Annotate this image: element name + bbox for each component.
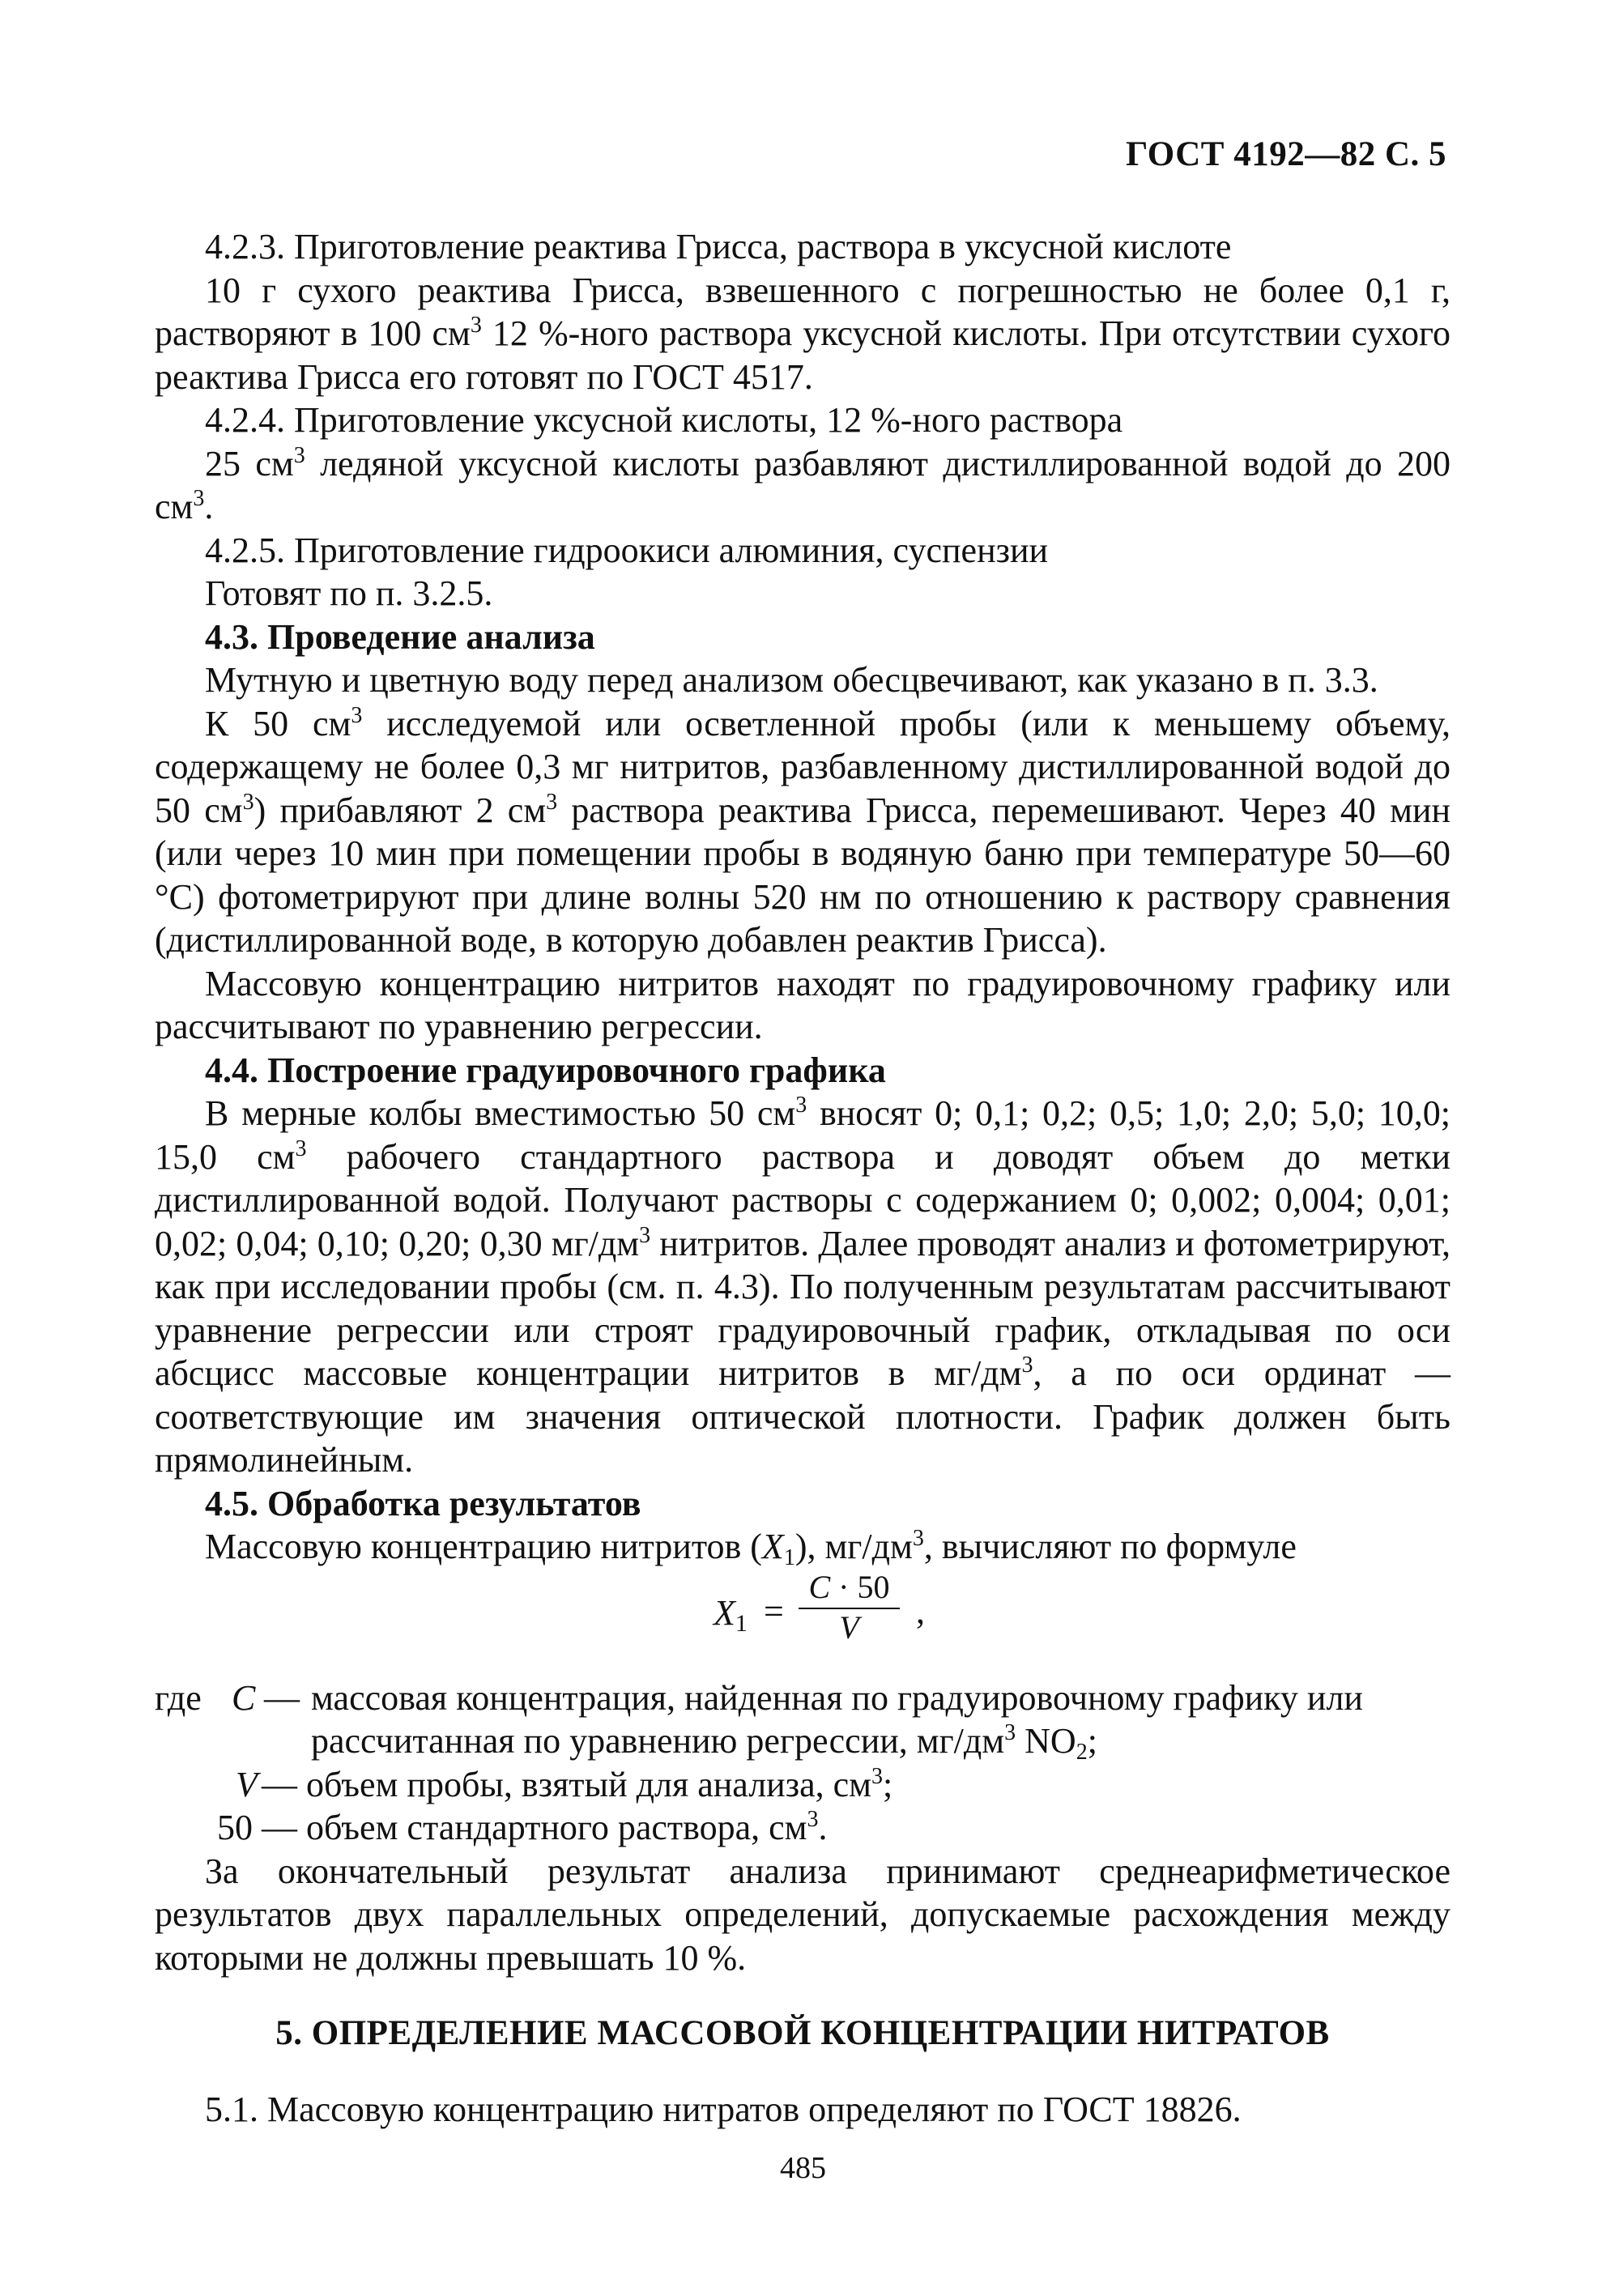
page-number: 485	[780, 2151, 826, 2185]
paragraph-4-3-2	[155, 702, 1451, 962]
formula-denominator	[799, 1609, 900, 1646]
superscript: 3	[639, 1222, 651, 1248]
formula-equals: =	[764, 1591, 784, 1631]
text-run: рабочего стандартного раствора и доводят объем до метки дистиллированной водой. Получают растворы с содержанием 0; 0,002; 0,004; 0,01; 0,02; 0,04; 0,10; 0,20; 0,30 мг/дм	[155, 1136, 1451, 1263]
text-run: 25 см	[205, 443, 294, 483]
text-run: NO	[1016, 1721, 1076, 1761]
definition-50-text	[262, 1806, 1451, 1850]
text-run: .	[818, 1808, 828, 1847]
formula-lhs	[714, 1591, 748, 1646]
text-run: раствора реактива Грисса, перемешивают. Через 40 мин (или через 10 мин при помещении пробы в водяную баню при температуре 50—60 °С) фотометрируют при длине волны 520 нм по отношению к раствору сравнения (дистиллированной воде, в которую добавлен реактив Грисса).	[155, 790, 1451, 960]
subscript: 2	[1076, 1740, 1088, 1765]
definition-c-text-line2	[311, 1719, 1451, 1763]
text-run: рассчитанная по уравнению регрессии, мг/дм	[311, 1721, 1005, 1761]
superscript: 3	[242, 789, 254, 815]
text-run: — объем пробы, взятый для анализа, см	[262, 1764, 872, 1804]
heading-4-3: 4.3. Проведение анализа	[205, 616, 595, 657]
definition-50-symbol: 50	[217, 1808, 253, 1847]
paragraph-4-5-final: За окончательный результат анализа принимают среднеарифметическое результатов двух параллельных определений, допускаемые расхождения между которыми не должны превышать 10 %.	[155, 1851, 1451, 1978]
paragraph-4-2-5-body: Готовят по п. 3.2.5.	[205, 573, 493, 613]
text-run: В мерные колбы вместимостью 50 см	[205, 1093, 796, 1133]
superscript: 3	[351, 702, 363, 728]
paragraph-4-2-4-title: 4.2.4. Приготовление уксусной кислоты, 12 %-ного раствора	[205, 400, 1123, 440]
text-run: ;	[883, 1764, 893, 1804]
paragraph-4-2-5-title: 4.2.5. Приготовление гидроокиси алюминия, суспензии	[205, 530, 1049, 570]
formula-comma: ,	[916, 1591, 925, 1631]
text-run: исследуемой или осветленной пробы (или к меньшему объему, содержащему не более 0,3 мг нитритов, разбавленному дистиллированной водой до 50 см	[155, 703, 1451, 830]
text-run: , а по оси ординат — соответствующие им значения оптической плотности. График должен быть прямолинейным.	[155, 1353, 1451, 1480]
superscript: 3	[546, 789, 558, 815]
paragraph-4-2-3-title: 4.2.3. Приготовление реактива Грисса, раствора в уксусной кислоте	[205, 227, 1232, 266]
formula-lhs-subscript: 1	[735, 1609, 748, 1637]
superscript: 3	[293, 442, 305, 468]
paragraph-5-1: 5.1. Массовую концентрацию нитратов определяют по ГОСТ 18826.	[205, 2089, 1242, 2129]
text-run: нитритов. Далее проводят анализ и фотометрируют, как при исследовании пробы (см. п. 4.3). По полученным результатам рассчитывают уравнение регрессии или строят градуировочный график, откладывая по оси абсцисс массовые концентрации нитритов в мг/дм	[155, 1223, 1451, 1393]
text-run: К 50 см	[205, 703, 351, 743]
definition-v-symbol: V	[236, 1764, 258, 1804]
superscript: 3	[1021, 1352, 1033, 1378]
text-run: .	[204, 487, 214, 526]
definition-v	[155, 1763, 1451, 1807]
text-run: ледяной уксусной кислоты разбавляют дистиллированной водой до 200 см	[155, 443, 1451, 526]
text-run: , вычисляют по формуле	[923, 1527, 1297, 1566]
paragraph-4-3-3: Массовую концентрацию нитритов находят по градуировочному графику или рассчитывают по уравнению регрессии.	[155, 963, 1451, 1046]
superscript: 3	[871, 1763, 884, 1789]
text-run: 12 %-ного раствора уксусной кислоты. При отсутствии сухого реактива Грисса его готовят по ГОСТ 4517.	[155, 313, 1451, 397]
definition-c	[155, 1676, 1451, 1763]
paragraph-4-3-1: Мутную и цветную воду перед анализом обесцвечивают, как указано в п. 3.3.	[205, 660, 1378, 700]
text-run: 10 г сухого реактива Грисса, взвешенного с погрешностью не более 0,1 г, растворяют в 100 см	[155, 270, 1451, 353]
page-header: ГОСТ 4192—82 С. 5	[1125, 135, 1446, 173]
paragraph-4-4	[155, 1092, 1451, 1482]
formula-numerator	[799, 1569, 900, 1609]
heading-4-5: 4.5. Обработка результатов	[205, 1483, 641, 1523]
formula-definitions	[155, 1676, 1451, 1850]
superscript: 3	[795, 1093, 807, 1118]
text-run: — объем стандартного раствора, см	[262, 1808, 807, 1847]
definition-50	[155, 1806, 1451, 1850]
text-run: ), мг/дм	[794, 1527, 913, 1566]
subscript: 1	[783, 1545, 795, 1570]
formula-num-c: C	[808, 1568, 831, 1605]
section-5-title: 5. ОПРЕДЕЛЕНИЕ МАССОВОЙ КОНЦЕНТРАЦИИ НИТРАТОВ	[275, 2014, 1330, 2052]
definition-dash: —	[264, 1677, 300, 1718]
superscript: 3	[1004, 1720, 1016, 1745]
formula-den-v: V	[839, 1608, 859, 1646]
document-body	[155, 225, 1451, 2131]
definition-v-text	[262, 1763, 1451, 1807]
variable-x: X	[761, 1527, 784, 1566]
formula-fraction	[799, 1569, 900, 1646]
formula-num-rest: · 50	[830, 1568, 890, 1605]
text-run: ;	[1087, 1721, 1097, 1761]
paragraph-4-2-4-body	[155, 442, 1451, 529]
paragraph-4-2-3-body	[155, 269, 1451, 399]
formula-x1	[155, 1569, 1451, 1670]
superscript: 3	[807, 1807, 819, 1832]
text-run: вносят 0; 0,1; 0,2; 0,5; 1,0; 2,0; 5,0; 10,0; 15,0 см	[155, 1093, 1451, 1177]
paragraph-4-5	[155, 1525, 1451, 1569]
text-run: ) прибавляют 2 см	[253, 790, 547, 830]
heading-4-4: 4.4. Построение градуировочного графика	[205, 1050, 886, 1090]
text-run: Массовую концентрацию нитритов (	[205, 1527, 762, 1566]
superscript: 3	[193, 486, 205, 511]
definition-c-symbol: C	[232, 1677, 256, 1718]
definition-c-text-line1: массовая концентрация, найденная по градуировочному графику или	[311, 1677, 1363, 1718]
superscript: 3	[912, 1526, 924, 1551]
definition-where: где	[155, 1677, 202, 1718]
formula-lhs-symbol: X	[714, 1592, 735, 1633]
superscript: 3	[470, 313, 482, 338]
superscript: 3	[295, 1135, 307, 1161]
